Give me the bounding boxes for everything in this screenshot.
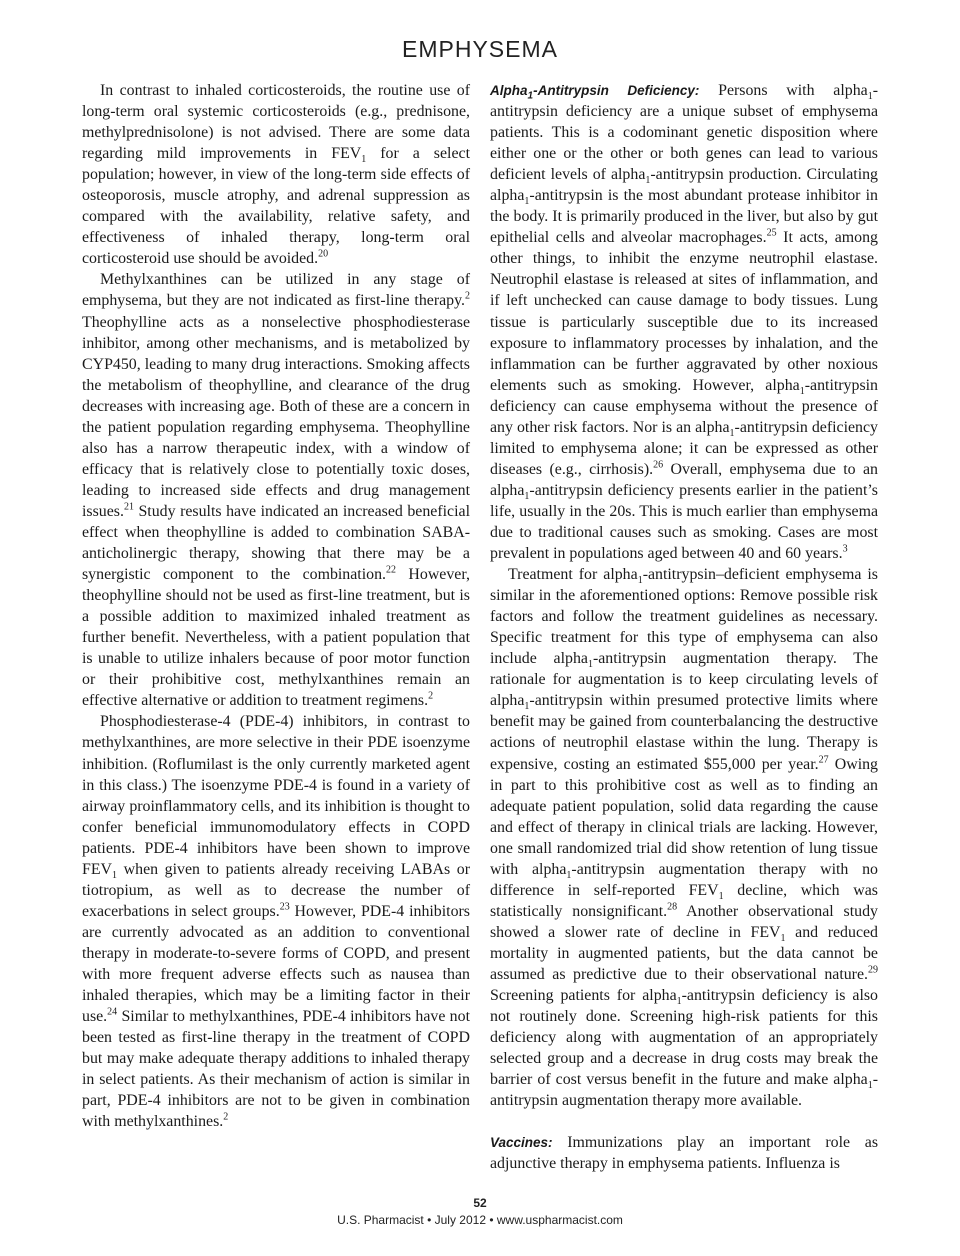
- page-number: 52: [473, 1196, 487, 1210]
- publication-footer: U.S. Pharmacist • July 2012 • www.uspharmacist.com: [337, 1213, 623, 1227]
- right-column: [490, 80, 878, 1174]
- paragraph-alpha1-treatment: Treatment for alpha$_1$-antitrypsin–deficient emphysema is similar in the aforementioned options: Remove possible risk factors and follow the treatment guidelines as necessary. Specific treatment for this type of emphysema can also include alpha$_1$-antitrypsin augmentation therapy. The rationale for augmentation is to keep circulating levels of alpha$_1$-antitrypsin within presumed protective limits where benefit may be gained from counterbalancing the destructive actions of neutrophil elastase within the lung. Therapy is expensive, costing an estimated $55,000 per year.$^{27}$ Owing in part to this prohibitive cost as well as to finding an adequate patient population, solid data regarding the cause and effect of therapy in clinical trials are lacking. However, one small randomized trial did show retention of lung tissue with alpha$_1$-antitrypsin augmentation therapy with no difference in self-reported $FEV_1$ decline, which was statistically nonsignificant.$^{28}$ Another observational study showed a slower rate of decline in $FEV_1$ and reduced mortality in augmented patients, but the data cannot be assumed as predictive due to their observational nature.$^{29}$ Screening patients for alpha$_1$-antitrypsin deficiency is also not routinely done. Screening high-risk patients for this deficiency along with augmentation of an appropriately selected group and a decrease in drug costs may break the barrier of cost versus benefit in the future and make alpha$_1$-antitrypsin augmentation therapy more available.: [490, 566, 879, 1110]
- left-column: [82, 80, 470, 1132]
- section-heading-alpha1: Alpha$_1$-Antitrypsin Deficiency:: [490, 83, 700, 102]
- paragraph-vaccines: Vaccines: Immunizations play an important role as adjunctive therapy in emphysema patients. Influenza is: [490, 1134, 878, 1173]
- section-heading-vaccines: Vaccines:: [490, 1135, 553, 1151]
- paragraph-methylxanthines: Methylxanthines can be utilized in any stage of emphysema, but they are not indicated as first-line therapy.$^2$ Theophylline acts as a nonselective phosphodiesterase inhibitor, among other mechanisms, and is metabolized by CYP450, leading to many drug interactions. Smoking affects the metabolism of theophylline, and clearance of the drug decreases with increasing age. Both of these are a concern in the patient population regarding emphysema. Theophylline also has a narrow therapeutic index, with a window of efficacy that is relatively close to potentially toxic doses, leading to increased side effects and drug management issues.$^{21}$ Study results have indicated an increased beneficial effect when theophylline is added to combination SABA-anticholinergic therapy, showing that there may be a synergistic component to the combination.$^{22}$ However, theophylline should not be used as first-line treatment, but is a possible addition to maximized inhaled treatment as further benefit. Nevertheless, with a patient population that is unable to utilize inhalers because of poor motor function or their prohibitive cost, methylxanthines remain an effective alternative or addition to treatment regimens.$^2$: [82, 271, 470, 710]
- page-title: EMPHYSEMA: [402, 36, 558, 62]
- paragraph-pde4-inhibitors: Phosphodiesterase-4 (PDE-4) inhibitors, in contrast to methylxanthines, are more selective in their PDE isoenzyme inhibition. (Roflumilast is the only currently marketed agent in this class.) The isoenzyme PDE-4 is found in a variety of airway proinflammatory cells, and its inhibition is thought to confer beneficial immunomodulatory effects in COPD patients. PDE-4 inhibitors have been shown to improve $FEV_1$ when given to patients already receiving LABAs or tiotropium, as well as to decrease the number of exacerbations in select groups.$^{23}$ However, PDE-4 inhibitors are currently advocated as an addition to conventional therapy in moderate-to-severe forms of COPD, and present with more frequent adverse effects such as nausea than inhaled therapies, which may be a limiting factor in their use.$^{24}$ Similar to methylxanthines, PDE-4 inhibitors have not been tested as first-line therapy in the treatment of COPD but may make adequate therapy additions to inhaled therapy in select patients. As their mechanism of action is similar in part, PDE-4 inhibitors are not to be given in combination with methylxanthines.$^2$: [82, 713, 470, 1131]
- paragraph-oral-corticosteroids: In contrast to inhaled corticosteroids, the routine use of long-term oral systemic corticosteroids (e.g., prednisone, methylprednisolone) is not advised. There are some data regarding mild improvements in $FEV_1$ for a select population; however, in view of the long-term side effects of osteoporosis, muscle atrophy, and adrenal suppression as compared with the availability, relative safety, and effectiveness of inhaled therapy, long-term oral corticosteroid use should be avoided.$^{20}$: [82, 82, 470, 268]
- paragraph-alpha1-deficiency: Alpha$_1$-Antitrypsin Deficiency: Persons with alpha$_1$-antitrypsin deficiency are a unique subset of emphysema patients. This is a codominant genetic disposition where either one or the other or both genes can lead to various deficient levels of alpha$_1$-antitrypsin production. Circulating alpha$_1$-antitrypsin is the most abundant protease inhibitor in the body. It is primarily produced in the liver, but also by gut epithelial cells and alveolar macrophages.$^{25}$ It acts, among other things, to inhibit the enzyme neutrophil elastase. Neutrophil elastase is released at sites of inflammation, and if left unchecked can cause damage to body tissues. Lung tissue is particularly susceptible due to its increased exposure to inflammatory processes by inhalation, and the inflammation can be further aggravated by other noxious elements such as smoking. However, alpha$_1$-antitrypsin deficiency can cause emphysema without the presence of any other risk factors. Nor is an alpha$_1$-antitrypsin deficiency limited to emphysema alone; it can be expressed as other diseases (e.g., cirrhosis).$^{26}$ Overall, emphysema due to an alpha$_1$-antitrypsin deficiency presents earlier in the patient’s life, usually in the 20s. This is much earlier than emphysema due to traditional causes such as smoking. Cases are most prevalent in populations aged between 40 and 60 years.$^3$: [490, 82, 879, 563]
